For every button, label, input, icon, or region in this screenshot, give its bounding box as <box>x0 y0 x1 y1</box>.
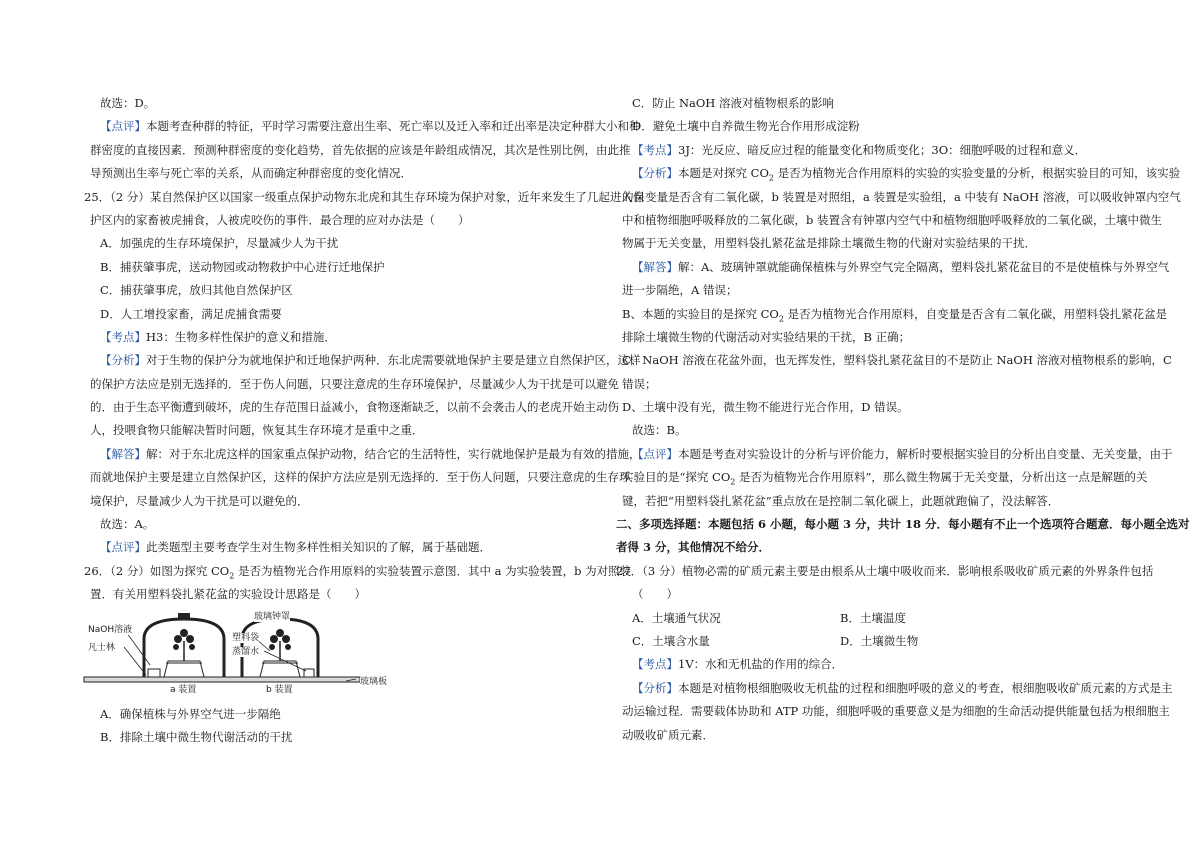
glass-plate-label: 玻璃板 <box>360 676 388 687</box>
text-line: 进一步隔绝，A 错误； <box>622 283 738 298</box>
analysis-tag: 【分析】 <box>632 680 678 695</box>
section-heading: 二、多项选择题：本题包括 6 小题，每小题 3 分，共计 18 分．每小题有不止一个选项符合题意．每小题全选对 <box>616 517 1190 532</box>
text-line: 的保护方法应是别无选择的．至于伤人问题，只要注意虎的生存环境保护，尽量减少人为干扰是可以避免 <box>90 376 619 391</box>
answer-line: 故选：A。 <box>100 517 155 532</box>
text-line: 境保护，尽量减少人为干扰是可以避免的． <box>90 493 309 508</box>
text-line: 动运输过程．需要载体协助和 ATP 功能，细胞呼吸的重要意义是为细胞的生命活动提供能量包括为根细胞主 <box>622 704 1170 719</box>
solution-paragraph: 【解答】解：对于东北虎这样的国家重点保护动物，结合它的生活特性，实行就地保护是最为有效的措施， <box>100 446 641 461</box>
text-line: 键，若把“用塑料袋扎紧花盆”重点放在是控制二氧化碳上，此题就跑偏了，没法解答． <box>622 493 1060 508</box>
question-27-option-d: D．土壤微生物 <box>840 633 919 648</box>
analysis-paragraph: 【分析】本题是对植物根细胞吸收无机盐的过程和细胞呼吸的意义的考查，根细胞吸收矿质元素的方式是主 <box>632 680 1173 695</box>
question-25-stem-cont: 护区内的家畜被虎捕食，人被虎咬伤的事件．最合理的应对办法是（ ） <box>90 212 470 227</box>
solution-tag: 【解答】 <box>632 259 678 274</box>
device-a-label: a 装置 <box>170 684 197 695</box>
comment-tag: 【点评】 <box>632 446 678 461</box>
text-line: D、土壤中没有光，微生物不能进行光合作用，D 错误。 <box>622 400 909 415</box>
question-26-stem: 26．（2 分）如图为探究 $CO_2$ 是否为植物光合作用原料的实验装置示意图．其中 a 为实验装置，b 为对照装 <box>84 563 632 581</box>
text-line: B、本题的实验目的是探究 $CO_2$ 是否为植物光合作用原料，自变量是否含有二氧化碳，用塑料袋扎紧花盆是 <box>622 306 1168 323</box>
solution-tag: 【解答】 <box>100 446 146 461</box>
plastic-bag-label: 塑料袋 <box>232 632 260 643</box>
answer-line: 故选：D。 <box>100 96 156 110</box>
answer-line: 故选：B。 <box>632 423 687 438</box>
question-25-option-b: B．捕获肇事虎，送动物园或动物救护中心进行迁地保护 <box>100 259 385 274</box>
question-25-option-d: D．人工增投家畜，满足虎捕食需要 <box>100 306 282 321</box>
comment-paragraph: 【点评】本题是考查对实验设计的分析与评价能力，解析时要根据实验目的分析出自变量、无关变量，由于 <box>632 446 1173 461</box>
text-line: 错误； <box>622 376 657 391</box>
question-27-option-c: C．土壤含水量 <box>632 633 710 648</box>
comment-paragraph: 【点评】此类题型主要考查学生对生物多样性相关知识的了解，属于基础题． <box>100 540 491 555</box>
question-27-stem-cont: （ ） <box>632 587 678 602</box>
text-line: 而就地保护主要是建立自然保护区，这样的保护方法应是别无选择的．至于伤人问题，只要注意虎的生存环 <box>90 470 631 485</box>
text-line: 人，投喂食物只能解决暂时问题，恢复其生存环境才是重中之重． <box>90 423 424 438</box>
text-line: 排除土壤微生物的代谢活动对实验结果的干扰，B 正确； <box>622 329 911 344</box>
water-label: 蒸馏水 <box>232 646 260 657</box>
question-27-option-a: A．土壤通气状况 <box>632 610 721 625</box>
section-heading-cont: 者得 3 分，其他情况不给分． <box>616 540 771 555</box>
text-line: 的自变量是否含有二氧化碳，b 装置是对照组，a 装置是实验组，a 中装有 NaOH 溶液，可以吸收钟罩内空气 <box>622 189 1181 204</box>
knowledge-tag: 【考点】 <box>100 329 146 344</box>
text-line: 群密度的直接因素．预测种群密度的变化趋势，首先依据的应该是年龄组成情况，其次是性别比例，由此推 <box>90 142 631 157</box>
analysis-paragraph: 【分析】对于生物的保护分为就地保护和迁地保护两种．东北虎需要就地保护主要是建立自然保护区，这样 <box>100 353 641 368</box>
text-line: 中和植物细胞呼吸释放的二氧化碳，b 装置含有钟罩内空气中和植物细胞呼吸释放的二氧化碳，土壤中微生 <box>622 212 1163 227</box>
text-line: C、NaOH 溶液在花盆外面，也无挥发性，塑料袋扎紧花盆目的不是防止 NaOH 溶液对植物根系的影响，C <box>622 353 1172 368</box>
device-b-label: b 装置 <box>266 684 293 695</box>
question-25-option-c: C．捕获肇事虎，放归其他自然保护区 <box>100 283 293 298</box>
knowledge-point: 【考点】1V：水和无机盐的作用的综合． <box>632 657 844 672</box>
analysis-tag: 【分析】 <box>100 353 146 368</box>
text-line: 物属于无关变量，用塑料袋扎紧花盆是排除土壤微生物的代谢对实验结果的干扰． <box>622 236 1036 251</box>
comment-tag: 【点评】 <box>100 119 146 134</box>
question-25-option-a: A．加强虎的生存环境保护，尽量减少人为干扰 <box>100 236 339 251</box>
question-25-stem: 25．（2 分）某自然保护区以国家一级重点保护动物东北虎和其生存环境为保护对象，近年来发生了几起进入保 <box>84 189 645 204</box>
analysis-tag: 【分析】 <box>632 166 678 181</box>
analysis-paragraph: 【分析】本题是对探究 $CO_2$ 是否为植物光合作用原料的实验的实验变量的分析，根据实验目的可知，该实验 <box>632 166 1181 183</box>
vaseline-label: 凡士林 <box>88 642 116 653</box>
text-line: 导预测出生率与死亡率的关系，从而确定种群密度的变化情况． <box>90 166 412 181</box>
text-line: 实验目的是“探究 $CO_2$ 是否为植物光合作用原料”，那么微生物属于无关变量，分析出这一点是解题的关 <box>622 470 1148 487</box>
bell-jar-label: 玻璃钟罩 <box>254 611 291 622</box>
knowledge-point: 【考点】H3：生物多样性保护的意义和措施． <box>100 329 336 344</box>
comment-paragraph: 【点评】本题考查种群的特征，平时学习需要注意出生率、死亡率以及迁入率和迁出率是决定种群大小和种 <box>100 119 641 134</box>
knowledge-tag: 【考点】 <box>632 657 678 672</box>
naoh-label: NaOH溶液 <box>88 624 133 635</box>
question-27-options-row1 <box>616 607 1128 630</box>
question-26-option-c: C．防止 NaOH 溶液对植物根系的影响 <box>632 96 834 110</box>
question-26-option-b: B．排除土壤中微生物代谢活动的干扰 <box>100 729 293 744</box>
text-line: 动吸收矿质元素． <box>622 727 714 742</box>
question-27-options-row2 <box>616 630 1128 653</box>
experiment-figure <box>84 611 590 699</box>
text-line: 的．由于生态平衡遭到破坏，虎的生存范围日益减小，食物逐渐缺乏，以前不会袭击人的老虎开始主动伤 <box>90 400 619 415</box>
question-26-stem-cont: 置．有关用塑料袋扎紧花盆的实验设计思路是（ ） <box>90 587 366 602</box>
knowledge-point: 【考点】3J：光反应、暗反应过程的能量变化和物质变化；3O：细胞呼吸的过程和意义． <box>632 142 1087 157</box>
solution-paragraph: 【解答】解：A、玻璃钟罩就能确保植株与外界空气完全隔离，塑料袋扎紧花盆目的不是使植株与外界空气 <box>632 259 1170 274</box>
question-27-stem: 27．（3 分）植物必需的矿质元素主要是由根系从土壤中吸收而来．影响根系吸收矿质元素的外界条件包括 <box>616 563 1154 578</box>
question-27-option-b: B．土壤温度 <box>840 610 906 625</box>
knowledge-tag: 【考点】 <box>632 142 678 157</box>
right-column <box>616 92 1190 747</box>
comment-tag: 【点评】 <box>100 540 146 555</box>
question-26-option-d: D．避免土壤中自养微生物光合作用形成淀粉 <box>632 119 860 134</box>
question-26-option-a: A．确保植株与外界空气进一步隔绝 <box>100 706 281 721</box>
